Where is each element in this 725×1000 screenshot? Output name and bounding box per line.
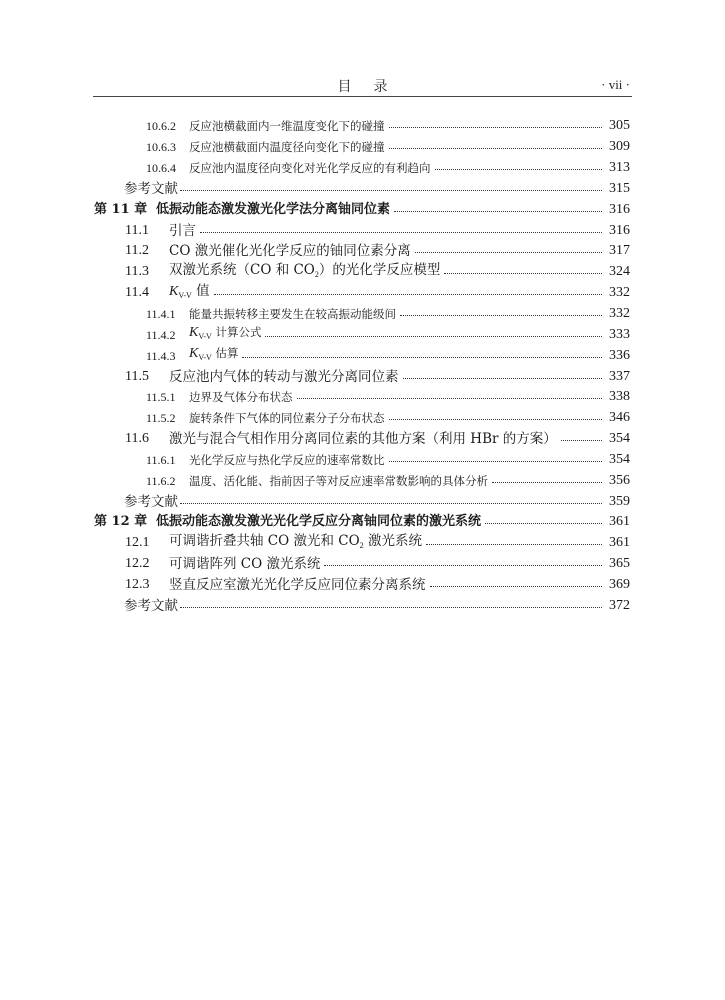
entry-page: 338 — [609, 389, 630, 405]
entry-title: 反应池横截面内一维温度变化下的碰撞 — [189, 119, 385, 134]
toc-entry-chapter[interactable] — [0, 512, 725, 533]
toc-entry[interactable] — [0, 304, 725, 325]
chapter-number: 第 12 章 — [94, 514, 148, 530]
page-title: 目录 — [337, 79, 410, 95]
entry-page: 333 — [609, 326, 630, 342]
entry-title: 参考文献 — [124, 180, 178, 197]
toc-entry-section[interactable] — [0, 241, 725, 262]
entry-page: 315 — [609, 180, 630, 196]
entry-title: $K_{V-V}$ 估算 — [189, 346, 239, 363]
entry-title: 可调谐阵列 CO 激光系统 — [169, 556, 321, 573]
entry-number: 11.6.1 — [146, 452, 176, 467]
entry-title: 反应池内温度径向变化对光化学反应的有利趋向 — [189, 161, 431, 176]
entry-title: 光化学反应与热化学反应的速率常数比 — [189, 452, 385, 467]
entry-number: 10.6.3 — [146, 140, 176, 155]
toc-entry[interactable] — [0, 470, 725, 491]
dot-leader — [295, 387, 603, 407]
entry-page: 369 — [609, 576, 630, 592]
entry-page: 313 — [609, 160, 630, 176]
entry-title: 边界及气体分布状态 — [189, 390, 293, 405]
entry-page: 316 — [609, 222, 630, 238]
toc-entry-references[interactable] — [0, 491, 725, 512]
entry-page: 336 — [609, 347, 630, 363]
dot-leader — [387, 408, 603, 428]
dot-leader — [424, 533, 602, 553]
entry-page: 317 — [609, 243, 630, 259]
entry-number: 11.4 — [125, 285, 149, 301]
entry-number: 11.4.1 — [146, 307, 176, 322]
table-of-contents — [0, 116, 725, 616]
entry-page: 316 — [609, 201, 630, 217]
k-symbol: $K_{V-V}$ — [189, 325, 212, 342]
dot-leader — [398, 304, 602, 324]
chapter-number: 第 11 章 — [94, 201, 148, 217]
dot-leader — [240, 346, 602, 366]
entry-title: 引言 — [169, 222, 196, 239]
toc-entry-section[interactable] — [0, 554, 725, 575]
entry-number: 12.2 — [125, 556, 150, 572]
dot-leader — [263, 325, 602, 345]
page-header — [93, 74, 632, 97]
dot-leader — [198, 221, 602, 241]
entry-page: 354 — [609, 431, 630, 447]
dot-leader — [178, 179, 602, 199]
toc-entry-section[interactable] — [0, 220, 725, 241]
toc-entry-chapter[interactable] — [0, 199, 725, 220]
dot-leader — [559, 429, 602, 449]
dot-leader — [442, 262, 602, 282]
entry-title: 竖直反应室激光光化学反应同位素分离系统 — [169, 576, 426, 593]
entry-title: 双激光系统（CO 和 $CO_2$）的光化学反应模型 — [169, 261, 441, 279]
entry-page: 359 — [609, 493, 630, 509]
entry-page: 332 — [609, 306, 630, 322]
entry-page: 346 — [609, 410, 630, 426]
toc-entry[interactable] — [0, 137, 725, 158]
entry-title: 参考文献 — [124, 597, 178, 614]
entry-page: 361 — [609, 514, 630, 530]
entry-number: 11.6 — [125, 431, 149, 447]
page-number: · vii · — [601, 77, 630, 92]
entry-number: 11.5 — [125, 368, 149, 384]
dot-leader — [483, 512, 602, 532]
chapter-title: 低振动能态激发激光化学法分离铀同位素 — [156, 201, 391, 217]
dot-leader — [433, 158, 603, 178]
toc-entry[interactable] — [0, 387, 725, 408]
toc-entry-references[interactable] — [0, 595, 725, 616]
entry-number: 10.6.4 — [146, 161, 176, 176]
entry-number: 10.6.2 — [146, 119, 176, 134]
entry-title: 温度、活化能、指前因子等对反应速率常数影响的具体分析 — [189, 473, 488, 488]
entry-number: 12.3 — [125, 576, 150, 592]
entry-title: $K_{V-V}$ 值 — [169, 282, 210, 300]
entry-page: 305 — [609, 118, 630, 134]
toc-entry[interactable] — [0, 450, 725, 471]
dot-leader — [387, 137, 603, 157]
entry-page: 365 — [609, 556, 630, 572]
entry-number: 11.1 — [125, 222, 149, 238]
toc-entry[interactable] — [0, 408, 725, 429]
entry-number: 11.5.1 — [146, 390, 176, 405]
dot-leader — [387, 450, 603, 470]
dot-leader — [428, 575, 603, 595]
toc-entry[interactable] — [0, 116, 725, 137]
entry-number: 11.6.2 — [146, 473, 176, 488]
entry-number: 11.2 — [125, 243, 149, 259]
entry-page: 354 — [609, 451, 630, 467]
toc-entry-section[interactable] — [0, 533, 725, 554]
entry-page: 324 — [609, 264, 630, 280]
entry-title: 可调谐折叠共轴 CO 激光和 $CO_2$ 激光系统 — [169, 532, 422, 550]
entry-page: 337 — [609, 368, 630, 384]
k-symbol: $K_{V-V}$ — [189, 346, 212, 363]
entry-title: $K_{V-V}$ 计算公式 — [189, 325, 262, 342]
toc-entry-section[interactable] — [0, 366, 725, 387]
entry-page: 356 — [609, 472, 630, 488]
entry-page: 361 — [609, 535, 630, 551]
entry-title: 反应池横截面内温度径向变化下的碰撞 — [189, 140, 385, 155]
toc-entry[interactable] — [0, 345, 725, 366]
entry-number: 11.4.2 — [146, 327, 176, 342]
entry-title: CO 激光催化光化学反应的铀同位素分离 — [169, 243, 411, 260]
entry-number: 11.4.3 — [146, 348, 176, 363]
dot-leader — [401, 367, 603, 387]
dot-leader — [178, 596, 602, 616]
toc-entry-section[interactable] — [0, 283, 725, 304]
toc-entry-section[interactable] — [0, 429, 725, 450]
dot-leader — [212, 283, 602, 303]
entry-number: 11.3 — [125, 264, 149, 280]
k-symbol: $K_{V-V}$ — [169, 283, 192, 300]
toc-entry[interactable] — [0, 324, 725, 345]
toc-entry[interactable] — [0, 158, 725, 179]
entry-title: 反应池内气体的转动与激光分离同位素 — [169, 368, 399, 385]
entry-title: 激光与混合气相作用分离同位素的其他方案（利用 HBr 的方案） — [169, 431, 557, 448]
entry-title: 参考文献 — [124, 493, 178, 510]
dot-leader — [413, 241, 602, 261]
entry-number: 12.1 — [125, 535, 150, 551]
dot-leader — [178, 492, 602, 512]
toc-entry-section[interactable] — [0, 575, 725, 596]
entry-page: 309 — [609, 139, 630, 155]
dot-leader — [322, 554, 602, 574]
entry-title: 能量共振转移主要发生在较高振动能级间 — [189, 307, 396, 322]
entry-page: 372 — [609, 597, 630, 613]
entry-number: 11.5.2 — [146, 411, 176, 426]
dot-leader — [490, 471, 602, 491]
chapter-title: 低振动能态激发激光光化学反应分离铀同位素的激光系统 — [156, 514, 482, 530]
toc-entry-references[interactable] — [0, 179, 725, 200]
dot-leader — [392, 200, 602, 220]
entry-title: 旋转条件下气体的同位素分子分布状态 — [189, 411, 385, 426]
toc-entry-section[interactable] — [0, 262, 725, 283]
dot-leader — [387, 116, 603, 136]
entry-page: 332 — [609, 285, 630, 301]
